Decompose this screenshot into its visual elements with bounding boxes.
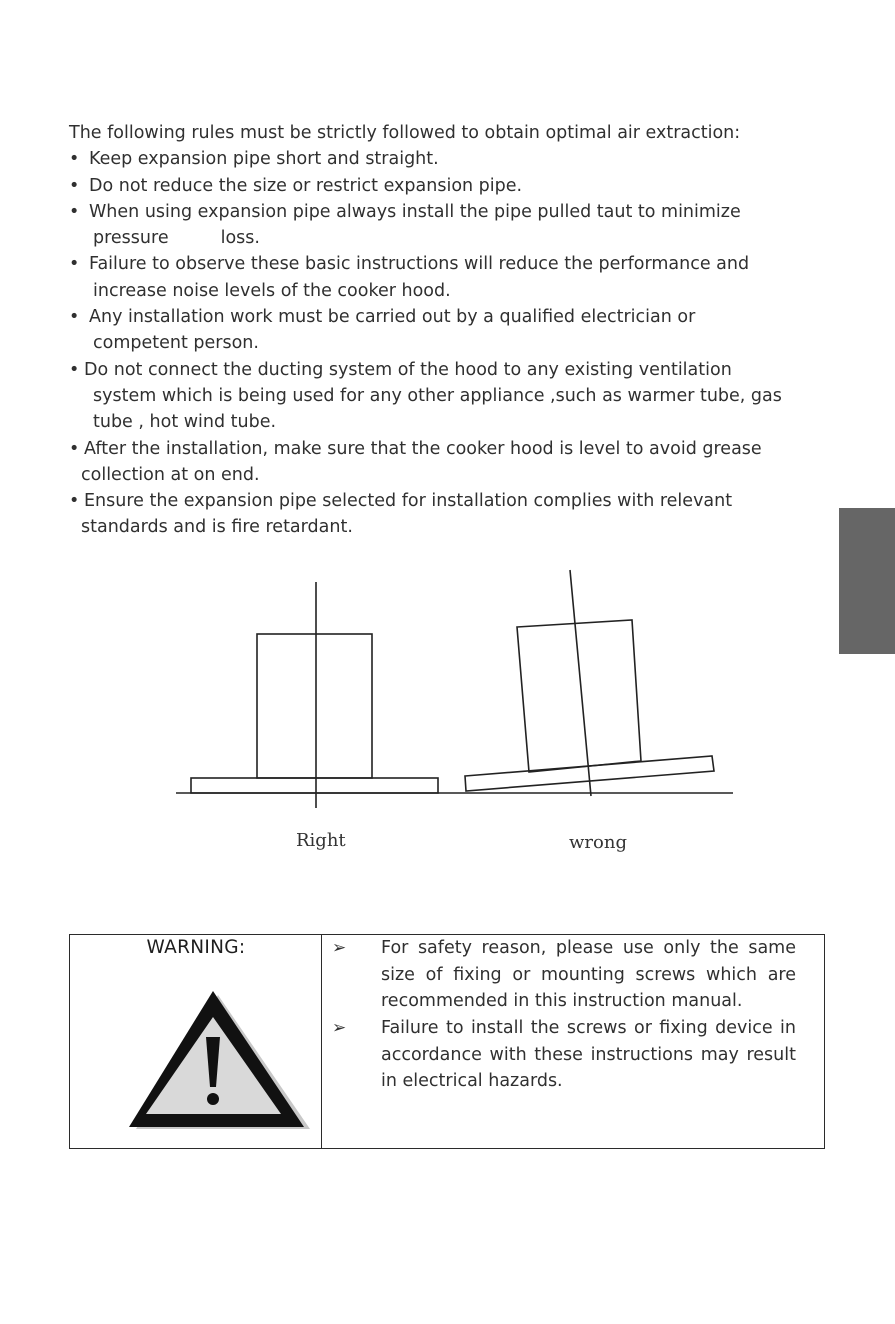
warning-table (69, 934, 825, 1149)
wrong-hood-chimney (517, 620, 641, 772)
rule-text: Do not connect the ducting system of the hood to any existing ventilation (84, 359, 732, 380)
bullet-dot: • (69, 254, 80, 275)
rule-text: When using expansion pipe always install the pipe pulled taut to minimize (89, 201, 741, 222)
bullet-dot: • (69, 359, 80, 380)
bullet-dot: • (69, 201, 80, 222)
installation-rules (69, 120, 849, 541)
right-hood-chimney (257, 634, 372, 778)
warning-title: WARNING: (146, 937, 246, 958)
rule-continuation: collection at on end. (81, 464, 260, 485)
arrow-bullet-icon: ➢ (332, 938, 347, 958)
warning-text-cell (322, 935, 824, 1148)
rule-continuation: tube , hot wind tube. (93, 412, 277, 433)
arrow-bullet-icon: ➢ (332, 1018, 347, 1038)
rule-text: Keep expansion pipe short and straight. (89, 149, 439, 170)
warning-item-text: For safety reason, please use only the same size of fixing or mounting screws which are recommended in this instruction manual. (381, 938, 796, 1011)
rule-text: Failure to observe these basic instructions will reduce the performance and (89, 254, 750, 275)
rule-item (69, 251, 849, 277)
right-wrong-diagram (170, 560, 740, 870)
rule-item (69, 304, 849, 330)
rule-text: Any installation work must be carried out by a qualified electrician or (89, 307, 696, 328)
rule-text-part: pressure (93, 228, 169, 249)
caption-right: Right (296, 830, 346, 851)
bullet-dot: • (69, 491, 80, 512)
warning-item-text: Failure to install the screws or fixing device in accordance with these instructions may result in electrical hazards. (381, 1018, 796, 1091)
bullet-dot: • (69, 438, 80, 459)
caption-wrong: wrong (569, 832, 627, 853)
rule-item (69, 199, 849, 225)
rule-item (69, 146, 849, 172)
bullet-dot: • (69, 149, 80, 170)
rule-text: Do not reduce the size or restrict expansion pipe. (89, 175, 523, 196)
rule-item (69, 357, 849, 383)
rule-text-part: loss. (220, 228, 260, 249)
warning-label-cell (70, 935, 322, 1148)
rules-heading: The following rules must be strictly followed to obtain optimal air extraction: (69, 123, 741, 143)
warning-triangle-icon (126, 991, 316, 1141)
rule-item (69, 173, 849, 199)
rule-item (69, 436, 849, 462)
bullet-dot: • (69, 307, 80, 328)
rule-continuation (69, 225, 849, 251)
rule-text: Ensure the expansion pipe selected for installation complies with relevant (84, 491, 733, 512)
section-tab-marker (839, 508, 895, 654)
wrong-tilted-axis (570, 570, 591, 796)
rule-continuation: competent person. (93, 333, 259, 354)
rule-continuation: standards and is fire retardant. (81, 517, 353, 538)
right-hood-base (191, 778, 438, 793)
bullet-dot: • (69, 175, 80, 196)
rule-continuation: increase noise levels of the cooker hood. (93, 280, 451, 301)
installation-level-figure (170, 560, 740, 870)
rule-text: After the installation, make sure that the cooker hood is level to avoid grease (84, 438, 762, 459)
rule-continuation: system which is being used for any other appliance ,such as warmer tube, gas (93, 385, 782, 406)
rule-item (69, 488, 849, 514)
